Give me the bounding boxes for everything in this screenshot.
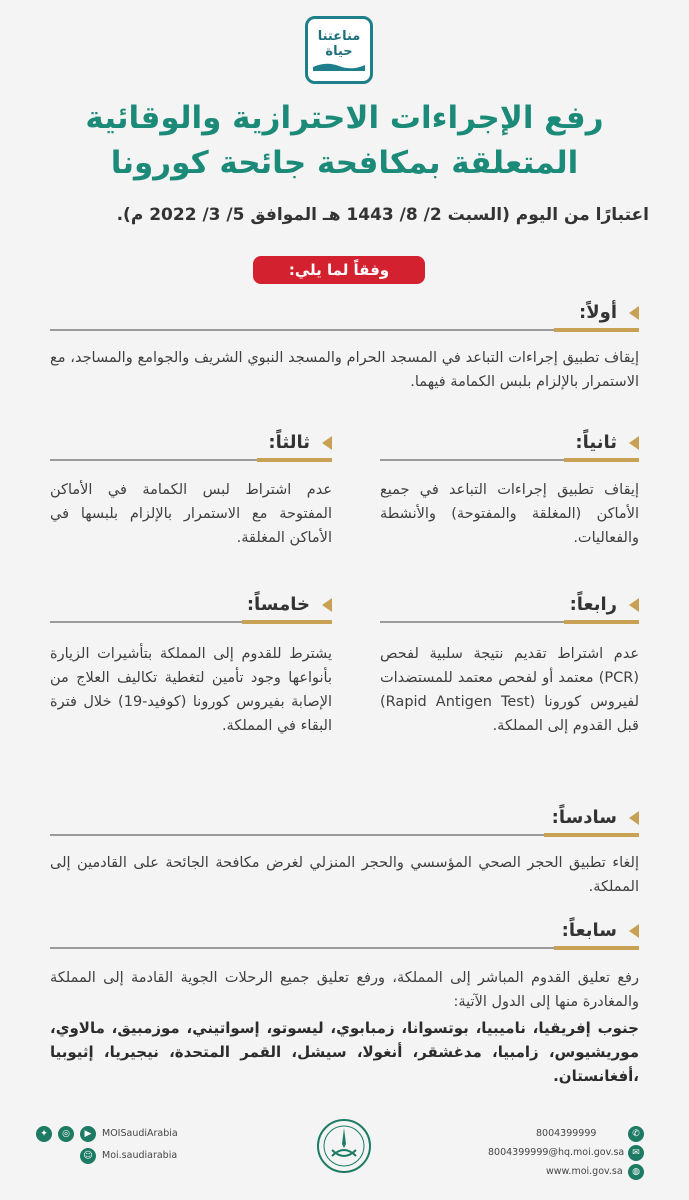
- section-fifth-text: يشترط للقدوم إلى المملكة بتأشيرات الزيارة بأنواعها وجود تأمين لتغطية تكاليف العلاج من الإصابة بفيروس كورونا (كوفيد-19) خلال فترة البقاء في المملكة.: [50, 646, 333, 734]
- gold-underline: [564, 620, 639, 624]
- section-second-text: إيقاف تطبيق إجراءات التباعد في جميع الأماكن (المغلقة والمفتوحة) والأنشطة والفعاليات.: [380, 482, 639, 546]
- section-first-text: إيقاف تطبيق إجراءات التباعد في المسجد الحرام والمسجد النبوي الشريف والجوامع والمساجد، مع الاستمرار بالإلزام بلبس الكمامة فيهما.: [50, 350, 639, 390]
- instagram-icon[interactable]: ◎: [58, 1126, 74, 1142]
- gray-rule: [50, 329, 554, 331]
- social-handle-primary[interactable]: MOISaudiArabia: [102, 1128, 178, 1139]
- title-line-1: رفع الإجراءات الاحترازية والوقائية: [85, 100, 604, 136]
- gray-rule: [380, 459, 564, 461]
- section-seventh-header: [50, 918, 639, 948]
- youtube-icon[interactable]: ▶: [80, 1126, 96, 1142]
- according-to-badge: وفقاً لما يلي:: [253, 256, 425, 284]
- bullet-triangle-icon: [629, 436, 639, 450]
- bullet-triangle-icon: [322, 436, 332, 450]
- section-second-label: ثانياً:: [575, 432, 617, 453]
- section-fifth-label: خامساً:: [246, 594, 310, 615]
- gold-underline: [544, 833, 639, 837]
- section-third-header: [50, 430, 332, 460]
- section-first-label: أولاً:: [579, 302, 617, 323]
- bullet-triangle-icon: [629, 924, 639, 938]
- logo-wave-icon: [313, 61, 365, 71]
- snapchat-icon[interactable]: ☺: [80, 1148, 96, 1164]
- email-address[interactable]: 8004399999@hq.moi.gov.sa: [488, 1147, 625, 1158]
- gold-underline: [564, 458, 639, 462]
- logo-line-1: مناعتنا: [317, 29, 361, 44]
- section-fourth-header: [380, 592, 639, 622]
- effective-date: اعتبارًا من اليوم (السبت 2/ 8/ 1443 هـ الموافق 5/ 3/ 2022 م).: [116, 205, 649, 225]
- section-sixth-header: [50, 805, 639, 835]
- website-url[interactable]: www.moi.gov.sa: [546, 1166, 623, 1177]
- section-first-header: [50, 300, 639, 330]
- section-third-text: عدم اشتراط لبس الكمامة في الأماكن المفتوحة مع الاستمرار بالإلزام بلبسها في الأماكن المغلقة.: [50, 482, 332, 546]
- section-third-label: ثالثاً:: [268, 432, 310, 453]
- section-fourth-text: عدم اشتراط تقديم نتيجة سلبية لفحص (PCR) معتمد أو لفحص معتمد للمستضدات لفيروس كورونا (Rapid Antigen Test) قبل القدوم إلى المملكة.: [380, 646, 639, 734]
- email-icon: ✉: [628, 1145, 644, 1161]
- gold-underline: [242, 620, 332, 624]
- gray-rule: [50, 834, 544, 836]
- bullet-triangle-icon: [322, 598, 332, 612]
- section-sixth-text: إلغاء تطبيق الحجر الصحي المؤسسي والحجر المنزلي لغرض مكافحة الجائحة على القادمين إلى المملكة.: [50, 855, 639, 895]
- section-fifth-header: [50, 592, 332, 622]
- logo-line-2: حياة: [325, 44, 353, 59]
- gold-underline: [257, 458, 332, 462]
- gray-rule: [50, 459, 257, 461]
- phone-number[interactable]: 8004399999: [536, 1128, 597, 1139]
- gray-rule: [50, 621, 242, 623]
- twitter-icon[interactable]: ✦: [36, 1126, 52, 1142]
- section-sixth-label: سادساً:: [551, 807, 617, 828]
- bullet-triangle-icon: [629, 598, 639, 612]
- page-title: [30, 96, 659, 186]
- section-seventh-text: رفع تعليق القدوم المباشر إلى المملكة، ورفع تعليق جميع الرحلات الجوية القادمة إلى المملكة والمغادرة منها إلى الدول الآتية:: [50, 970, 639, 1010]
- globe-icon: ◍: [628, 1164, 644, 1180]
- gold-underline: [554, 946, 639, 950]
- gray-rule: [380, 621, 564, 623]
- section-second-header: [380, 430, 639, 460]
- title-line-2: المتعلقة بمكافحة جائحة كورونا: [110, 145, 579, 181]
- gray-rule: [50, 947, 554, 949]
- saudi-emblem-icon: [316, 1118, 372, 1174]
- section-seventh-label: سابعاً:: [561, 920, 617, 941]
- section-fourth-label: رابعاً:: [569, 594, 617, 615]
- social-handle-snapchat[interactable]: Moi.saudiarabia: [102, 1150, 178, 1161]
- footer: [0, 1118, 689, 1188]
- campaign-logo: [305, 16, 373, 84]
- bullet-triangle-icon: [629, 811, 639, 825]
- bullet-triangle-icon: [629, 306, 639, 320]
- phone-icon: ✆: [628, 1126, 644, 1142]
- gold-underline: [554, 328, 639, 332]
- countries-list: جنوب إفريقيا، ناميبيا، بوتسوانا، زمبابوي، ليسوتو، إسواتيني، موزمبيق، مالاوي، موريشيوس، زامبيا، مدغشقر، أنغولا، سيشل، القمر المتحدة، نيجيريا، إثيوبيا ،أفغانستان.: [50, 1019, 639, 1085]
